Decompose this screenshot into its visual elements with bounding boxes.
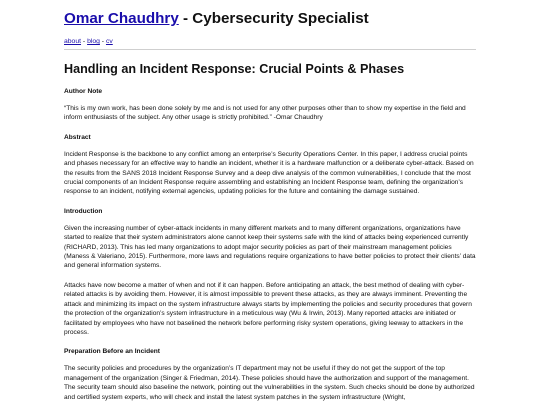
paragraph: Given the increasing number of cyber-attack incidents in many different markets and to many different organizations, organizations have started to realize that their system administrators alone cannot keep their systems safe with the kind of attacks being experienced currently (RICHARD, 2013). This has led many organizations to adopt major security policies as part of their mainstream management policies (Maness & Valeriano, 2015). Furthermore, more laws and regulations require organizations to have better policies to protect their clients’ data and general information systems. (64, 224, 476, 270)
nav-link-about[interactable]: about (64, 38, 82, 45)
article (64, 61, 476, 405)
site-title (64, 9, 476, 29)
section-heading: Author Note (64, 88, 103, 95)
nav-separator: - (99, 38, 106, 45)
nav-link-cv[interactable]: cv (105, 38, 113, 45)
section-heading: Introduction (64, 207, 103, 215)
section-heading: Preparation Before an Incident (64, 348, 160, 356)
section-heading: Abstract (64, 133, 91, 141)
section-author-note (64, 87, 476, 123)
section-introduction (64, 207, 476, 337)
paragraph: “This is my own work, has been done solely by me and is not used for any other purposes other than to show my expertise in the field and inform enthusiasts of the subject. Any other usage is strictly prohibited.” -Omar Chaudhry (64, 105, 466, 122)
nav-link-blog[interactable]: blog (87, 38, 100, 45)
nav-separator: - (81, 38, 88, 45)
header-divider (64, 49, 476, 50)
home-link[interactable]: Omar Chaudhry (64, 10, 179, 27)
article-title: Handling an Incident Response: Crucial Points & Phases (64, 62, 405, 76)
paragraph: Incident Response is the backbone to any conflict among an enterprise’s Security Operations Center. In this paper, I address crucial points and phases necessary for an effective way to handle an incident, whether it is a hardware malfunction or a deliberate cyber-attack. Based on the results from the SANS 2018 Incident Response Survey and a deep dive analysis of the common vulnerabilities, I conclude that the most crucial components of an Incident Response require assembling and establishing an Incident Response team, defining the organization’s response to an incident, notifying external agencies, updating policies for the future and containing the damage sustained. (64, 150, 474, 196)
section-abstract (64, 133, 476, 197)
site-tagline: - Cybersecurity Specialist (178, 10, 369, 27)
top-nav (64, 37, 113, 46)
paragraph: Attacks have now become a matter of when and not if it can happen. Before anticipating an attack, the best method of dealing with cyber-related attacks is by avoiding them. However, it is almost impossible to prevent these attacks, as they are always imminent. Preventing the attack and minimizing its impact on the system infrastructure always starts by implementing the policies and security procedures that govern the protection of the organization’s system infrastructure in a meticulous way (Wu & Irwin, 2013). Many reported attacks are initiated or facilitated by employees who have not baselined the network before performing risky system operations, giving leeway to attackers in the process. (64, 281, 472, 336)
section-preparation (64, 347, 476, 402)
paragraph: The security policies and procedures by the organization’s IT department may not be useful if they do not get the support of the top management of the organization (Singer & Friedman, 2014). These policies should have the authorization and support of the management. The security team should also baseline the network, pointing out the vulnerabilities in the system. Such checks should be done by authorized and certified system experts, who will check and install the latest system patches in the system infrastructure (Wright, (64, 365, 475, 401)
site-header (64, 9, 476, 29)
